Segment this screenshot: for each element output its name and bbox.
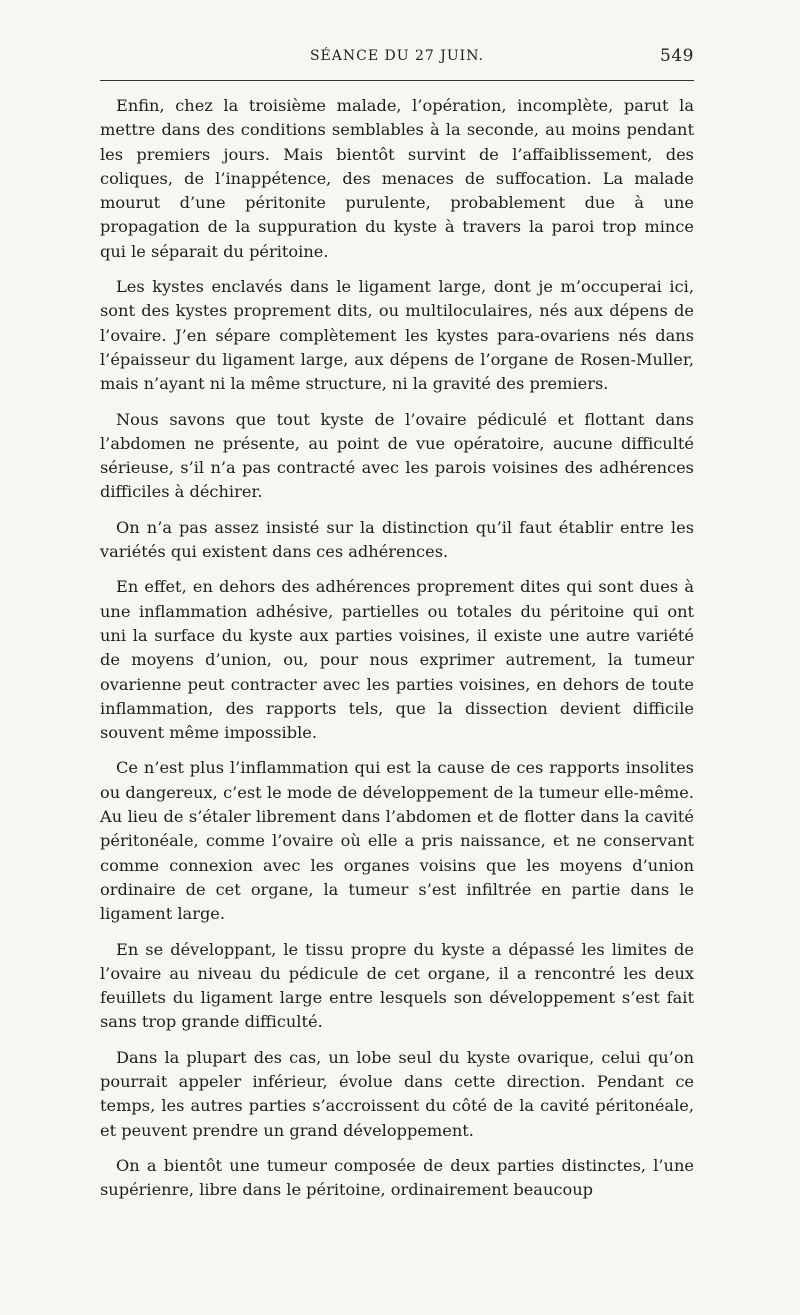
paragraph: En se développant, le tissu propre du kyste a dépassé les limites de l’ovaire au niveau du pédicule de cet organe, il a rencontré les deux feuillets du ligament large entre lesquels son développement s’est fait sans trop grande difficulté. bbox=[100, 939, 694, 1032]
paragraph: Enfin, chez la troisième malade, l’opération, incomplète, parut la mettre dans des conditions semblables à la seconde, au moins pendant les premiers jours. Mais bientôt survint de l’affaiblissement, des coliques, de l’inappétence, des menaces de suffocation. La malade mourut d’une péritonite purulente, probablement due à une propagation de la suppuration du kyste à travers la paroi trop mince qui le séparait du péritoine. bbox=[100, 96, 694, 261]
paragraph: Ce n’est plus l’inflammation qui est la cause de ces rapports insolites ou dangereux, c’est le mode de développement de la tumeur elle-même. Au lieu de s’étaler librement dans l’abdomen et de flotter dans la cavité péritonéale, comme l’ovaire où elle a pris naissance, et ne conservant comme connexion avec les organes voisins que les moyens d’union ordinaire de cet organe, la tumeur s’est infiltrée en partie dans le ligament large. bbox=[100, 758, 694, 924]
running-head bbox=[100, 44, 694, 76]
page-number: 549 bbox=[660, 46, 694, 66]
paragraph: On n’a pas assez insisté sur la distinction qu’il faut établir entre les variétés qui existent dans ces adhérences. bbox=[100, 517, 694, 562]
running-head-title: SÉANCE DU 27 JUIN. bbox=[309, 48, 485, 64]
paragraph: Nous savons que tout kyste de l’ovaire pédiculé et flottant dans l’abdomen ne présente, au point de vue opératoire, aucune difficulté sérieuse, s’il n’a pas contracté avec les parois voisines des adhérences difficiles à déchirer. bbox=[100, 409, 694, 502]
paragraph: En effet, en dehors des adhérences proprement dites qui sont dues à une inflammation adhésive, partielles ou totales du péritoine qui ont uni la surface du kyste aux parties voisines, il existe une autre variété de moyens d’union, ou, pour nous exprimer autrement, la tumeur ovarienne peut contracter avec les parties voisines, en dehors de toute inflammation, des rapports tels, que la dissection devient difficile souvent même impossible. bbox=[100, 577, 694, 743]
paragraph: Les kystes enclavés dans le ligament large, dont je m’occuperai ici, sont des kystes proprement dits, ou multiloculaires, nés aux dépens de l’ovaire. J’en sépare complètement les kystes para-ovariens nés dans l’épaisseur du ligament large, aux dépens de l’organe de Rosen-Muller, mais n’ayant ni la même structure, ni la gravité des premiers. bbox=[100, 277, 694, 394]
header-rule bbox=[100, 80, 694, 81]
body-text bbox=[100, 94, 694, 1213]
paragraph: On a bientôt une tumeur composée de deux parties distinctes, l’une supérienre, libre dans le péritoine, ordinairement beaucoup bbox=[100, 1155, 694, 1200]
paragraph: Dans la plupart des cas, un lobe seul du kyste ovarique, celui qu’on pourrait appeler inférieur, évolue dans cette direction. Pendant ce temps, les autres parties s’accroissent du côté de la cavité péritonéale, et peuvent prendre un grand développement. bbox=[100, 1047, 694, 1140]
